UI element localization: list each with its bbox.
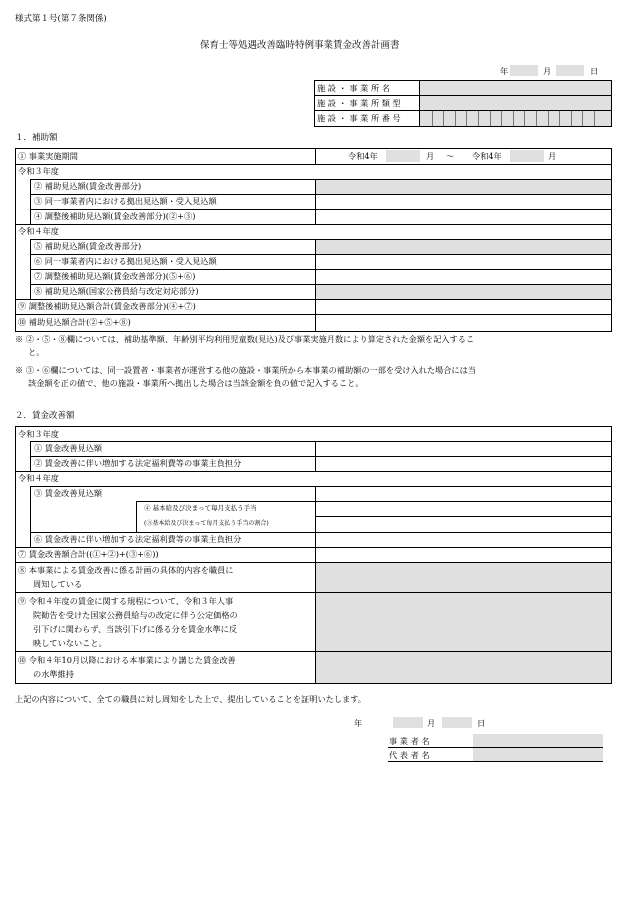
year-label: 年	[500, 66, 509, 76]
facility-type-input[interactable]	[420, 96, 611, 110]
s2-item-3-label: ③ 賃金改善見込額	[34, 488, 103, 498]
sig-day-input[interactable]	[442, 717, 472, 728]
s2-item-9-line-1: ⑨ 令和４年度の賃金に関する規程について、令和３年人事	[18, 596, 234, 606]
item-8-label: ⑧ 補助見込額(国家公務員給与改定対応部分)	[34, 286, 199, 296]
item-5-label: ⑤ 補助見込額(賃金改善部分)	[34, 241, 142, 251]
s2-item-10-line-1: ⑩ 令和４年10月以降における本事業により講じた賃金改善	[18, 655, 236, 665]
period-from-month-input[interactable]	[386, 150, 420, 162]
s2-item-10-input[interactable]	[316, 652, 611, 683]
subsidy-table	[15, 148, 612, 332]
operator-row	[388, 734, 603, 748]
s2-item-2-label: ② 賃金改善に伴い増加する法定福利費等の事業主負担分	[34, 458, 242, 468]
section2-year4-label: 令和４年度	[18, 473, 59, 483]
representative-label: 代 表 者 名	[389, 750, 430, 760]
facility-name-input[interactable]	[420, 81, 611, 95]
sig-month-input[interactable]	[393, 717, 423, 728]
month-label: 月	[543, 66, 552, 76]
item-6-label: ⑥ 同一事業者内における拠出見込額・受入見込額	[34, 256, 217, 266]
period-to-month-input[interactable]	[510, 150, 544, 162]
s2-item-9-line-4: 映していないこと。	[33, 638, 107, 648]
form-number: 様式第１号(第７条関係)	[15, 14, 107, 24]
period-from-month: 月	[426, 151, 435, 161]
section1-year3-label: 令和３年度	[18, 166, 59, 176]
s2-item-7-label: ⑦ 賃金改善額合計((①+②)+(③+⑥))	[18, 549, 159, 559]
representative-input[interactable]	[473, 748, 603, 761]
item-8-input[interactable]	[316, 285, 611, 299]
total-10-label: ⑩ 補助見込額合計(②+⑤+⑧)	[18, 317, 131, 327]
note-1-line-1: ※ ②・⑤・⑧欄については、補助基準額、年齢別平均利用児童数(見込)及び事業実施月数により算定された金額を記入するこ	[15, 334, 475, 344]
facility-number-label: 施 設 ・ 事 業 所 番 号	[317, 113, 401, 123]
section1-heading: １．補助額	[15, 133, 58, 143]
item-3-label: ③ 同一事業者内における拠出見込額・受入見込額	[34, 196, 217, 206]
period-label: ① 事業実施期間	[18, 151, 78, 161]
year-input[interactable]	[510, 65, 538, 76]
period-from-era: 令和4年	[348, 151, 378, 161]
section2-heading: ２．賃金改善額	[15, 411, 75, 421]
sig-year-label: 年	[354, 718, 363, 728]
certification-text: 上記の内容について、全ての職員に対し周知をした上で、提出していることを証明いたします。	[15, 694, 366, 704]
section2-year3-label: 令和３年度	[18, 429, 59, 439]
s2-item-9-line-2: 院勧告を受けた国家公務員給与の改定に伴う公定価格の	[33, 610, 238, 620]
page-title: 保育士等処遇改善臨時特例事業賃金改善計画書	[200, 40, 400, 51]
s2-item-9-input[interactable]	[316, 593, 611, 651]
operator-input[interactable]	[473, 734, 603, 747]
facility-name-label: 施 設 ・ 事 業 所 名	[317, 83, 390, 93]
s2-item-4-line-2: (③基本給及び決まって毎月支払う手当の割合)	[144, 520, 269, 527]
item-2-input[interactable]	[316, 180, 611, 194]
s2-item-10-line-2: の水準維持	[33, 669, 74, 679]
sig-month-label: 月	[427, 718, 436, 728]
day-label: 日	[590, 66, 599, 76]
s2-item-8-input[interactable]	[316, 563, 611, 592]
representative-row	[388, 748, 603, 762]
section1-year4-label: 令和４年度	[18, 226, 59, 236]
note-1-line-2: と。	[28, 347, 45, 357]
operator-label: 事 業 者 名	[389, 736, 430, 746]
month-input[interactable]	[556, 65, 584, 76]
period-tilde: 〜	[446, 151, 455, 161]
note-2-line-2: 該金額を正の値で、他の施設・事業所へ拠出した場合は当該金額を負の値で記入すること。	[28, 378, 364, 388]
sig-day-label: 日	[477, 718, 486, 728]
s2-item-4-line-1: ④ 基本給及び決まって毎月支払う手当	[144, 504, 257, 512]
total-9-label: ⑨ 調整後補助見込額合計(賃金改善部分)(④+⑦)	[18, 301, 196, 311]
wage-table	[15, 426, 612, 684]
item-4-label: ④ 調整後補助見込額(賃金改善部分)(②+③)	[34, 211, 196, 221]
s2-item-8-line-2: 周知している	[33, 579, 83, 589]
facility-number-input[interactable]	[420, 111, 611, 126]
s2-item-1-label: ① 賃金改善見込額	[34, 443, 103, 453]
item-7-label: ⑦ 調整後補助見込額(賃金改善部分)(⑤+⑥)	[34, 271, 196, 281]
facility-type-label: 施 設 ・ 事 業 所 類 型	[317, 98, 401, 108]
item-2-label: ② 補助見込額(賃金改善部分)	[34, 181, 142, 191]
period-to-era: 令和4年	[472, 151, 502, 161]
facility-info-box	[314, 80, 612, 127]
note-2-line-1: ※ ③・⑥欄については、同一設置者・事業者が運営する他の施設・事業所から本事業の補助額の一部を受け入れた場合には当	[15, 365, 476, 375]
s2-item-6-label: ⑥ 賃金改善に伴い増加する法定福利費等の事業主負担分	[34, 534, 242, 544]
s2-item-8-line-1: ⑧ 本事業による賃金改善に係る計画の具体的内容を職員に	[18, 565, 234, 575]
period-to-month: 月	[548, 151, 557, 161]
item-5-input[interactable]	[316, 240, 611, 254]
s2-item-9-line-3: 引下げに関わらず、当該引下げに係る分を賃金水準に反	[33, 624, 238, 634]
